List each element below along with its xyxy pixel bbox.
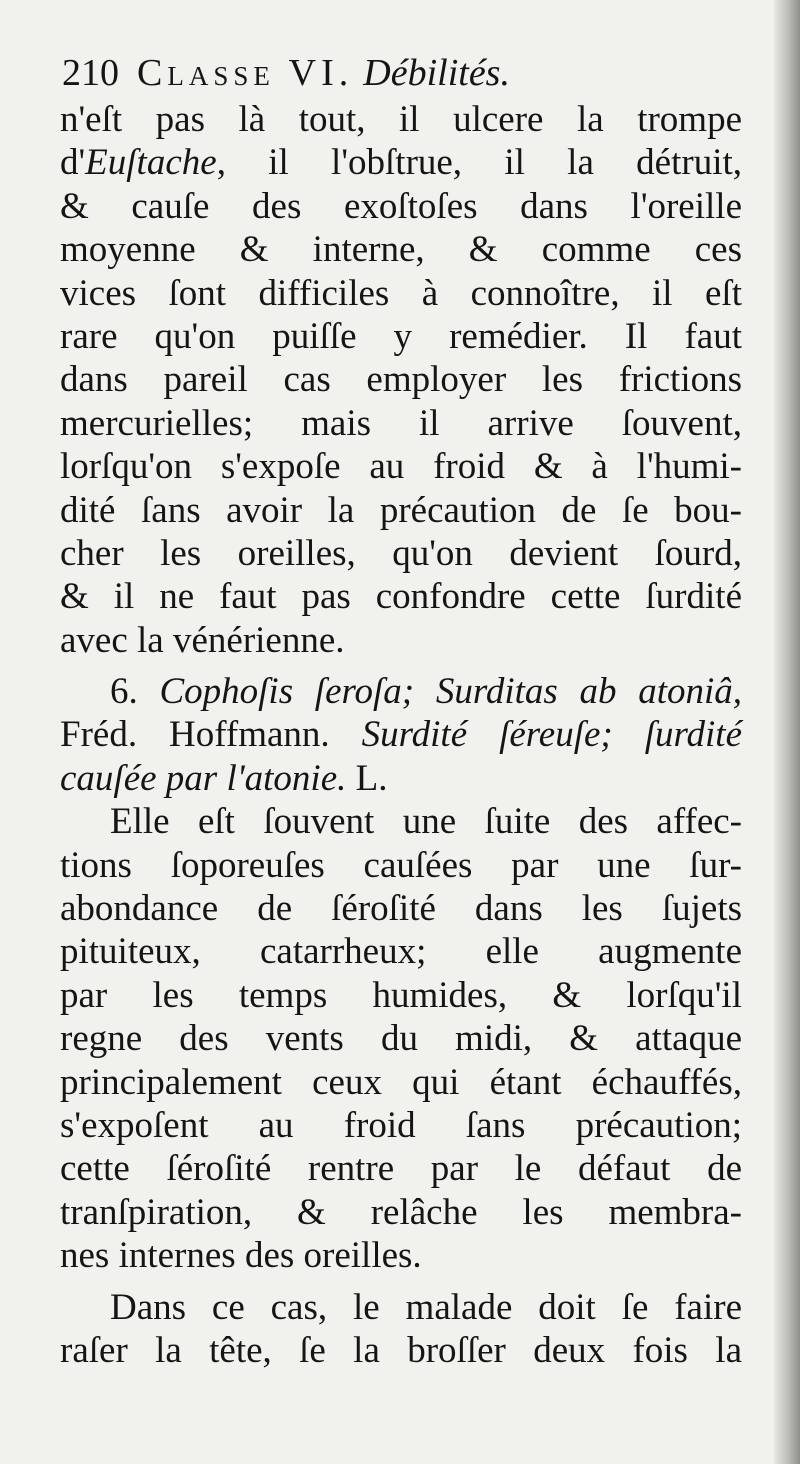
source-mark: L. [355,757,388,799]
heading-number: 6. [110,671,138,713]
text-line: s'expoſent au froid ſans précaution; [60,1104,742,1146]
text-line: vices ſont difficiles à connoître, il eſt [60,272,742,314]
text-line: regne des vents du midi, & attaque [60,1018,742,1060]
section-title: Débilités. [363,52,510,94]
paragraph-2 [60,800,742,1277]
text-line: pituiteux, catarrheux; elle augmente [60,931,742,973]
text-line: principalement ceux qui étant échauffés, [60,1061,742,1103]
heading-line [60,670,742,713]
text-line: lorſqu'on s'expoſe au froid & à l'humi- [60,446,742,488]
running-header [62,48,742,98]
book-page [60,48,742,1372]
text-line: n'eſt pas là tout, il ulcere la trompe [60,99,742,140]
text-line: abondance de ſéroſité dans les ſujets [60,888,742,930]
text-line: cher les oreilles, qu'on devient ſourd, [60,532,742,574]
text-line: moyenne & interne, & comme ces [60,229,742,271]
text-line: avec la vénérienne. [60,619,345,661]
text-line: & il ne faut pas confondre cette ſurdité [60,576,742,618]
paragraph-1 [60,98,742,662]
class-label: Classe VI. [137,52,354,94]
text-line: raſer la tête, ſe la broſſer deux fois la [60,1329,742,1371]
text-line: d'Euſtache, il l'obſtrue, il la détruit, [60,142,742,184]
text-line: Elle eſt ſouvent une ſuite des affec- [110,801,742,843]
text-line: Dans ce cas, le malade doit ſe faire [110,1286,742,1328]
paragraph-3 [60,1286,742,1373]
text-line: dité ſans avoir la précaution de ſe bou- [60,489,742,531]
heading-line [60,757,742,800]
page-edge-shadow [774,0,800,1464]
italic-name: Euſtache [85,142,217,184]
author-name: Fréd. Hoffmann. [60,714,330,756]
text-line: tions ſoporeuſes cauſées par une ſur- [60,844,742,886]
text-line: mercurielles; mais il arrive ſouvent, [60,402,742,444]
text-line: cette ſéroſité rentre par le défaut de [60,1148,742,1190]
text-line: tranſpiration, & relâche les membra- [60,1191,742,1233]
text-line: dans pareil cas employer les frictions [60,359,742,401]
text-line: par les temps humides, & lorſqu'il [60,974,742,1016]
latin-name: Cophoſis ſeroſa; Surditas ab atoniâ, [159,671,743,713]
page-number: 210 [62,52,119,94]
french-name-cont: cauſée par l'atonie. [60,757,347,799]
text-line: & cauſe des exoſtoſes dans l'oreille [60,185,742,227]
heading-line [60,713,742,756]
text-line: nes internes des oreilles. [60,1235,422,1277]
text-line: rare qu'on puiſſe y remédier. Il faut [60,315,742,357]
section-heading-6 [60,670,742,800]
french-name: Surdité ſéreuſe; ſurdité [361,714,742,756]
